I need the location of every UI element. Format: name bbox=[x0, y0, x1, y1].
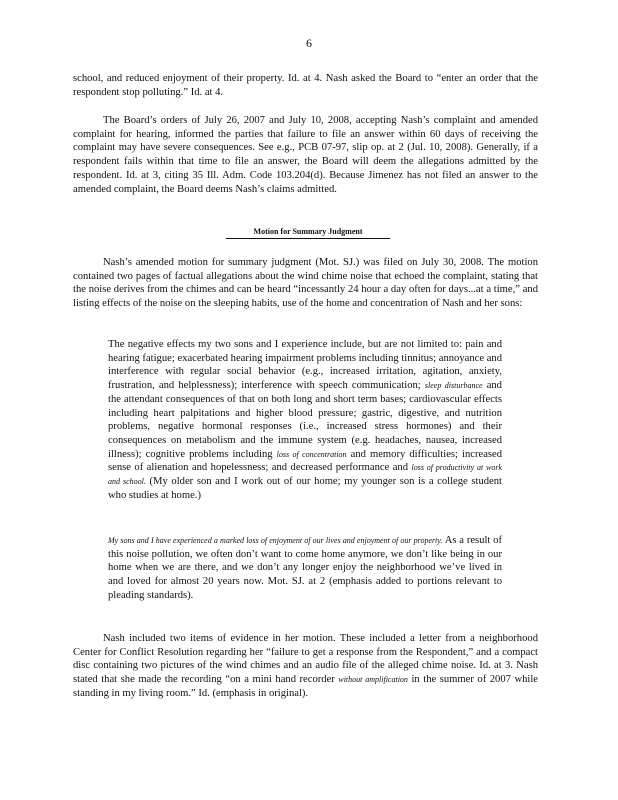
quote1-emphasis-concentration: loss of concentration bbox=[276, 449, 347, 459]
para4-text-c: in the summer of 2007 while standing in my living room.” Id. (emphasis in original). bbox=[73, 674, 539, 699]
quote2-text-b: As a result of this noise pollution, we often don’t want to come home anymore, we don’t like being in our home when we are there, and we don’t any longer enjoy the neighborhood we’ve lived in and loved for almost 20 years now. Mot. SJ. at 2 (emphasis added to portions relevant to pleading standards). bbox=[108, 535, 502, 601]
quote1-text-a: The negative effects my two sons and I experience include, but are not limited to: pain and hearing fatigue; exacerbated hearing impairment problems including tinnitus; annoyance and interference with regular social behavior (e.g., increased irritation, agitation, anxiety, frustration, and helplessness); interference with speech communication; bbox=[108, 339, 502, 392]
quote2-emphasis-enjoyment: My sons and I have experienced a marked loss of enjoyment of our lives and enjoyment of our property. bbox=[108, 536, 443, 545]
para4-emphasis: without amplification bbox=[338, 675, 408, 685]
paragraph-2: The Board’s orders of July 26, 2007 and July 10, 2008, accepting Nash’s complaint and amended complaint for hearing, informed the parties that failure to file an answer within 60 days of receiving the complaint may have severe consequences. See e.g., PCB 07-97, slip op. at 2 (Jul. 10, 2008). Generally, if a respondent fails within that time to file an answer, the Board will deem the allegations admitted by the respondent. Id. at 3, citing 35 Ill. Adm. Code 103.204(d). Because Jimenez has not filed an answer to the amended complaint, the Board deems Nash’s claims admitted. bbox=[73, 115, 538, 195]
page-number: 6 bbox=[306, 36, 312, 50]
paragraph-4 bbox=[73, 632, 538, 701]
section-heading: Motion for Summary Judgment bbox=[226, 227, 390, 239]
quote1-text-g: (My older son and I work out of our home; my younger son is a college student who studies at home.) bbox=[108, 476, 502, 501]
quote1-text-e: and memory difficulties; increased sense of alienation and hopelessness; and decreased performance and bbox=[108, 448, 503, 474]
block-quote-1 bbox=[108, 338, 502, 502]
para4-text-a: Nash included two items of evidence in her motion. These included a letter from a neighborhood Center for Conflict Resolution regarding her “failure to get a response from the Respondent,” and a compact disc containing two pictures of the wind chimes and an audio file of the alleged chime noise. Id. at 3. Nash stated that she made the recording “on a mini hand recorder bbox=[73, 633, 538, 686]
paragraph-3: Nash’s amended motion for summary judgment (Mot. SJ.) was filed on July 30, 2008. The motion contained two pages of factual allegations about the wind chime noise that echoed the complaint, stating that the noise derives from the chimes and can be heard “incessantly 24 hour a day often for days...at a time,” and listing effects of the noise on the sleeping habits, use of the home and concentration of Nash and her sons: bbox=[73, 257, 538, 310]
paragraph-1: school, and reduced enjoyment of their property. Id. at 4. Nash asked the Board to “enter an order that the respondent stop polluting.” Id. at 4. bbox=[73, 73, 538, 98]
quote1-emphasis-productivity: loss of productivity at work and school. bbox=[108, 463, 502, 487]
quote1-text-c: and the attendant consequences of that on both long and short term bases; cardiovascular effects including heart palpitations and higher blood pressure; gastric, digestive, and nutrition problems, negative hormonal responses (i.e., increased stress hormones) and their consequences on metabolism and the immune system (e.g. headaches, nausea, increased illness); cognitive problems including bbox=[108, 380, 502, 460]
quote1-emphasis-sleep: sleep disturbance bbox=[424, 381, 483, 391]
block-quote-2 bbox=[108, 534, 502, 603]
